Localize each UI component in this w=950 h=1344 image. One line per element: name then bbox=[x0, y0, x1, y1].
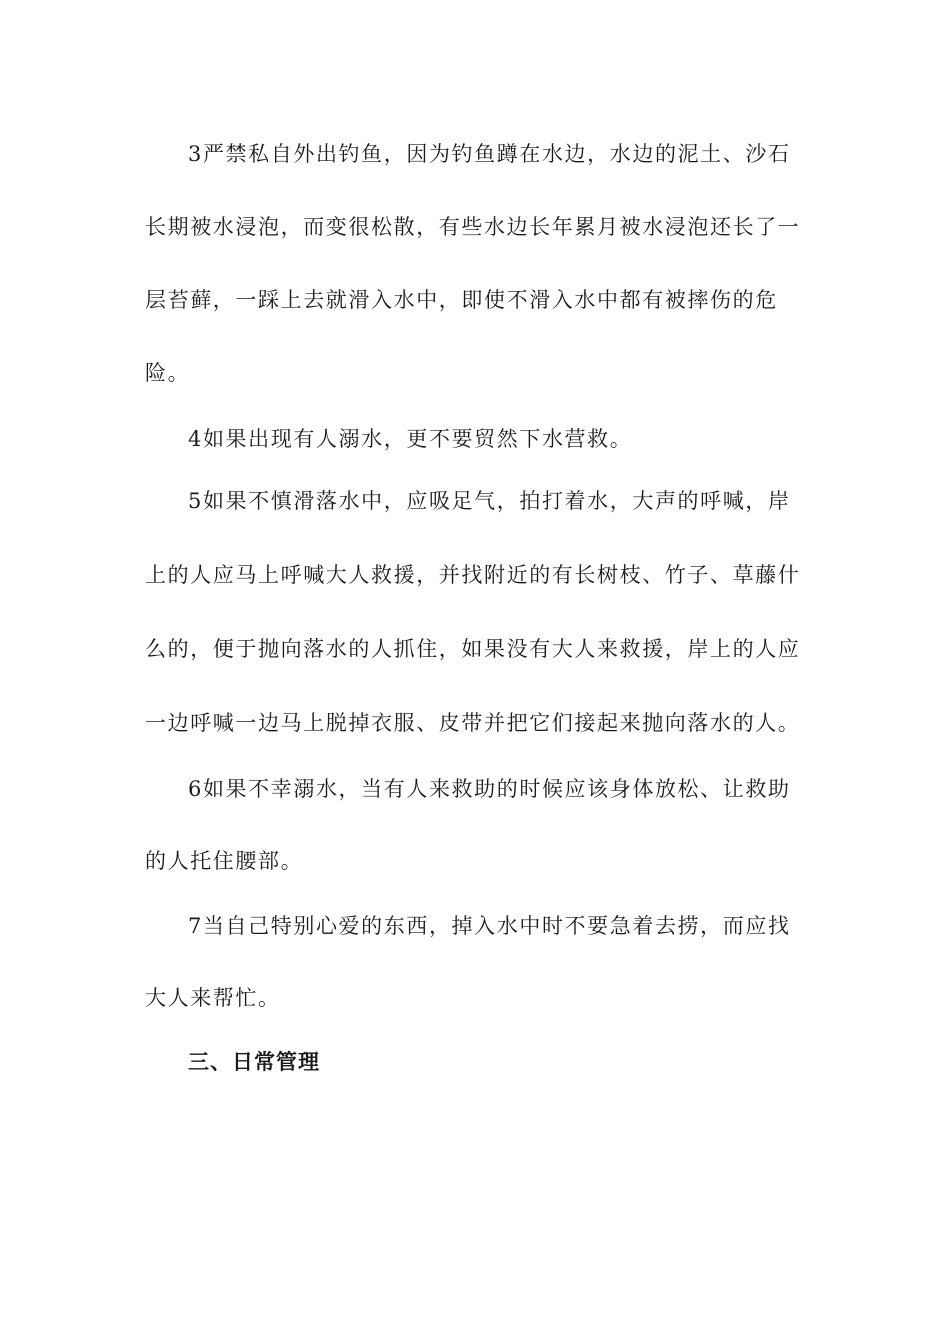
paragraph-line: 大人来帮忙。 bbox=[145, 986, 281, 1010]
paragraph-line: 7当自己特别心爱的东西，掉入水中时不要急着去捞，而应找 bbox=[188, 914, 791, 938]
paragraph-line: 上的人应马上呼喊大人救援，并找附近的有长树枝、竹子、草藤什 bbox=[145, 563, 801, 587]
paragraph-line: 一边呼喊一边马上脱掉衣服、皮带并把它们接起来抛向落水的人。 bbox=[145, 711, 801, 735]
paragraph-line: 长期被水浸泡，而变很松散，有些水边长年累月被水浸泡还长了一 bbox=[145, 215, 801, 239]
paragraph-line: 的人托住腰部。 bbox=[145, 849, 304, 873]
paragraph-line: 险。 bbox=[145, 361, 191, 385]
paragraph-line: 5如果不慎滑落水中，应吸足气，拍打着水，大声的呼喊，岸 bbox=[188, 489, 791, 513]
section-heading: 三、日常管理 bbox=[188, 1050, 320, 1074]
paragraph-line: 4如果出现有人溺水，更不要贸然下水营救。 bbox=[188, 427, 633, 451]
paragraph-line: 3严禁私自外出钓鱼，因为钓鱼蹲在水边，水边的泥土、沙石 bbox=[188, 142, 791, 166]
paragraph-line: 么的，便于抛向落水的人抓住，如果没有大人来救援，岸上的人应 bbox=[145, 637, 801, 661]
paragraph-line: 6如果不幸溺水，当有人来救助的时候应该身体放松、让救助 bbox=[188, 777, 791, 801]
paragraph-line: 层苔藓，一踩上去就滑入水中，即使不滑入水中都有被摔伤的危 bbox=[145, 288, 778, 312]
